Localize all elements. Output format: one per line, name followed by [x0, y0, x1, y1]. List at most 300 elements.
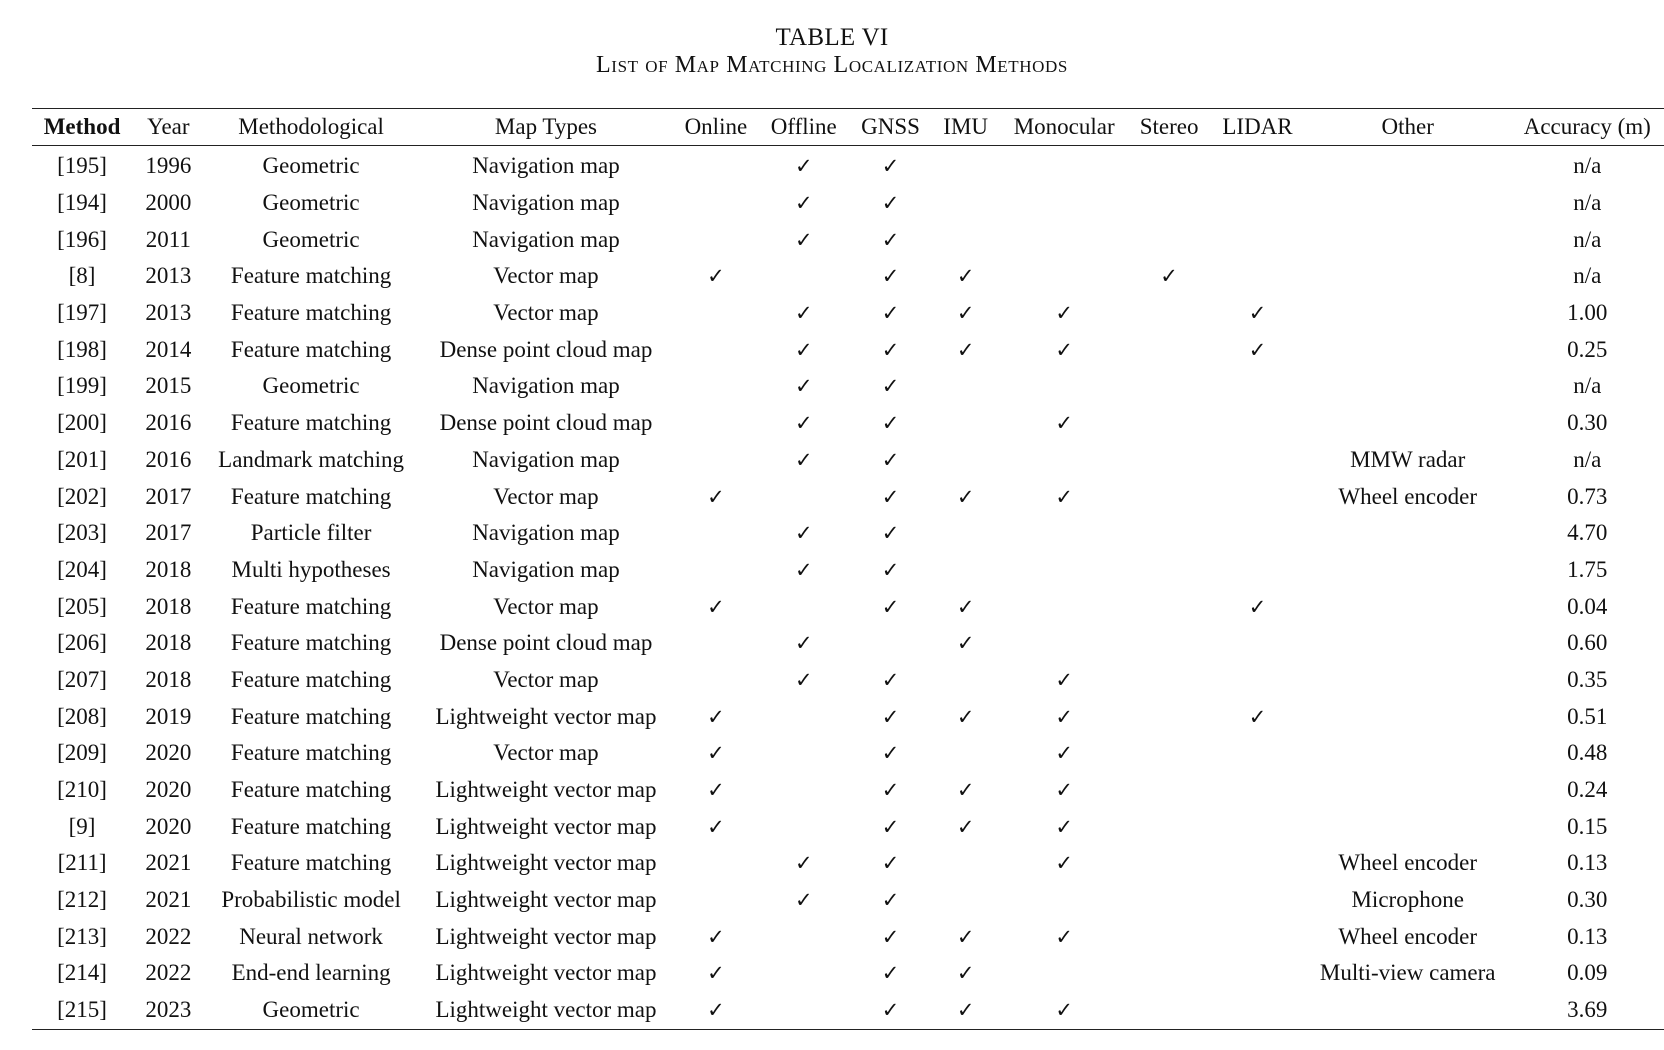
cell-imu: [931, 258, 1000, 295]
column-header-stereo: Stereo: [1128, 109, 1210, 146]
checkmark-icon: ✓: [1248, 704, 1267, 729]
cell-lidar: [1210, 662, 1305, 699]
checkmark-icon: ✓: [956, 631, 975, 656]
cell-map-types: Vector map: [493, 300, 599, 326]
table-row: [32, 808, 1664, 845]
column-header-other: Other: [1305, 109, 1511, 146]
cell-gnss: [850, 221, 931, 258]
cell-method: [9]: [68, 813, 96, 839]
cell-accuracy: 0.15: [1567, 813, 1608, 839]
cell-method: [197]: [57, 300, 107, 326]
cell-other: Wheel encoder: [1338, 483, 1477, 509]
table-row: [32, 258, 1664, 295]
cell-offline: [757, 735, 850, 772]
cell-methodological: Feature matching: [230, 850, 392, 876]
cell-monocular: [1000, 368, 1128, 405]
checkmark-icon: ✓: [956, 337, 975, 362]
cell-other: [1305, 368, 1511, 405]
cell-method: [213]: [57, 923, 107, 949]
cell-other: Microphone: [1351, 887, 1464, 913]
table-row: [32, 405, 1664, 442]
checkmark-icon: ✓: [956, 961, 975, 986]
cell-monocular: [1000, 918, 1128, 955]
cell-other: [1305, 735, 1511, 772]
cell-other: [1305, 405, 1511, 442]
cell-offline: [757, 772, 850, 809]
checkmark-icon: ✓: [794, 154, 813, 179]
cell-methodological: Feature matching: [230, 263, 392, 289]
cell-monocular: [1000, 442, 1128, 479]
cell-year: 2021: [145, 850, 192, 876]
table-row: [32, 882, 1664, 919]
cell-method: [8]: [68, 263, 96, 289]
cell-online: [674, 478, 757, 515]
cell-gnss: [850, 662, 931, 699]
cell-gnss: [850, 735, 931, 772]
cell-stereo: [1128, 295, 1210, 332]
cell-map-types: Lightweight vector map: [435, 887, 657, 913]
cell-year: 2022: [145, 923, 192, 949]
cell-offline: [757, 588, 850, 625]
cell-year: 2017: [145, 520, 192, 546]
cell-stereo: [1128, 185, 1210, 222]
checkmark-icon: ✓: [707, 998, 725, 1023]
cell-imu: [931, 221, 1000, 258]
cell-stereo: [1128, 331, 1210, 368]
cell-monocular: [1000, 478, 1128, 515]
table-row: [32, 221, 1664, 258]
cell-year: 2016: [145, 410, 192, 436]
cell-lidar: [1210, 955, 1305, 992]
table-row: [32, 368, 1664, 405]
checkmark-icon: ✓: [1055, 484, 1073, 509]
checkmark-icon: ✓: [881, 741, 900, 766]
cell-method: [206]: [57, 630, 107, 656]
cell-online: [674, 772, 757, 809]
cell-online: [674, 735, 757, 772]
cell-imu: [931, 588, 1000, 625]
table-row: [32, 478, 1664, 515]
checkmark-icon: ✓: [1248, 594, 1267, 619]
table-row: [32, 331, 1664, 368]
checkmark-icon: ✓: [1055, 814, 1073, 839]
cell-imu: [931, 808, 1000, 845]
table-row: [32, 845, 1664, 882]
cell-lidar: [1210, 808, 1305, 845]
checkmark-icon: ✓: [1055, 301, 1073, 326]
cell-lidar: [1210, 918, 1305, 955]
checkmark-icon: ✓: [1055, 337, 1073, 362]
table-row: [32, 735, 1664, 772]
cell-methodological: Feature matching: [230, 703, 392, 729]
cell-map-types: Navigation map: [472, 446, 620, 472]
cell-accuracy: 0.48: [1567, 740, 1608, 766]
cell-offline: [757, 955, 850, 992]
cell-year: 2018: [145, 593, 192, 619]
cell-imu: [931, 882, 1000, 919]
cell-online: [674, 918, 757, 955]
cell-offline: [757, 845, 850, 882]
cell-stereo: [1128, 992, 1210, 1029]
cell-method: [215]: [32, 992, 132, 1029]
cell-map-types: Dense point cloud map: [439, 630, 653, 656]
cell-monocular: [1000, 331, 1128, 368]
cell-stereo: [1128, 552, 1210, 589]
cell-imu: [931, 735, 1000, 772]
cell-offline: [757, 552, 850, 589]
column-header-method: Method: [32, 109, 132, 146]
cell-other: [1305, 625, 1511, 662]
checkmark-icon: ✓: [956, 301, 975, 326]
cell-imu: [931, 146, 1000, 185]
cell-online: [674, 146, 757, 185]
checkmark-icon: ✓: [956, 924, 975, 949]
cell-accuracy: 0.30: [1567, 887, 1608, 913]
cell-offline: [757, 258, 850, 295]
cell-stereo: [1128, 662, 1210, 699]
table-row: [32, 146, 1664, 185]
checkmark-icon: ✓: [1055, 851, 1073, 876]
cell-method: [210]: [57, 777, 107, 803]
checkmark-icon: ✓: [707, 961, 725, 986]
cell-stereo: [1128, 698, 1210, 735]
cell-online: [674, 625, 757, 662]
checkmark-icon: ✓: [707, 484, 725, 509]
cell-accuracy: 1.00: [1567, 300, 1608, 326]
table-row: [32, 185, 1664, 222]
table-row: [32, 662, 1664, 699]
checkmark-icon: ✓: [1055, 778, 1073, 803]
cell-offline: [757, 662, 850, 699]
cell-imu: [931, 772, 1000, 809]
cell-online: [674, 368, 757, 405]
cell-stereo: [1128, 735, 1210, 772]
cell-stereo: [1128, 882, 1210, 919]
checkmark-icon: ✓: [881, 888, 900, 913]
table-row: [32, 625, 1664, 662]
cell-other: Wheel encoder: [1338, 923, 1477, 949]
cell-method: [199]: [57, 373, 107, 399]
cell-year: 2016: [145, 446, 192, 472]
table-row: [32, 918, 1664, 955]
column-header-map-types: Map Types: [418, 109, 675, 146]
cell-lidar: [1210, 698, 1305, 735]
cell-year: 2017: [145, 483, 192, 509]
cell-year: 2014: [145, 336, 192, 362]
cell-year: 2022: [145, 960, 192, 986]
checkmark-icon: ✓: [881, 484, 900, 509]
cell-other: [1305, 295, 1511, 332]
cell-year: 2019: [145, 703, 192, 729]
cell-imu: [931, 185, 1000, 222]
cell-stereo: [1128, 808, 1210, 845]
cell-monocular: [1000, 808, 1128, 845]
map-matching-methods-table: [32, 108, 1664, 1030]
checkmark-icon: ✓: [956, 484, 975, 509]
cell-methodological: Landmark matching: [218, 446, 405, 472]
table-label: TABLE VI: [775, 24, 889, 51]
cell-gnss: [850, 992, 931, 1029]
cell-online: [674, 588, 757, 625]
cell-monocular: [1000, 221, 1128, 258]
cell-methodological: Feature matching: [230, 410, 392, 436]
cell-other: [1305, 515, 1511, 552]
cell-gnss: [850, 698, 931, 735]
checkmark-icon: ✓: [707, 924, 725, 949]
checkmark-icon: ✓: [794, 631, 813, 656]
cell-map-types: Vector map: [493, 483, 599, 509]
cell-gnss: [850, 625, 931, 662]
cell-imu: [931, 295, 1000, 332]
checkmark-icon: ✓: [794, 337, 813, 362]
cell-year: 2000: [145, 190, 192, 216]
checkmark-icon: ✓: [956, 594, 975, 619]
cell-map-types: Vector map: [493, 740, 599, 766]
cell-offline: [757, 808, 850, 845]
cell-map-types: Navigation map: [472, 373, 620, 399]
cell-imu: [931, 992, 1000, 1029]
cell-method: [196]: [57, 226, 107, 252]
checkmark-icon: ✓: [1055, 704, 1073, 729]
cell-monocular: [1000, 698, 1128, 735]
cell-monocular: [1000, 845, 1128, 882]
checkmark-icon: ✓: [707, 594, 725, 619]
cell-offline: [757, 185, 850, 222]
cell-methodological: Feature matching: [230, 336, 392, 362]
cell-accuracy: 0.24: [1567, 777, 1608, 803]
cell-offline: [757, 918, 850, 955]
cell-offline: [757, 368, 850, 405]
cell-other: [1305, 698, 1511, 735]
cell-offline: [757, 698, 850, 735]
checkmark-icon: ✓: [881, 667, 900, 692]
cell-gnss: [850, 955, 931, 992]
cell-year: 2011: [145, 226, 191, 252]
cell-accuracy: n/a: [1573, 153, 1602, 179]
cell-lidar: [1210, 992, 1305, 1029]
cell-accuracy: 0.13: [1567, 850, 1608, 876]
cell-methodological: Geometric: [205, 992, 418, 1029]
cell-accuracy: n/a: [1573, 446, 1602, 472]
checkmark-icon: ✓: [881, 264, 900, 289]
checkmark-icon: ✓: [881, 557, 900, 582]
cell-map-types: Navigation map: [472, 556, 620, 582]
table-row: [32, 955, 1664, 992]
cell-online: [674, 185, 757, 222]
checkmark-icon: ✓: [881, 337, 900, 362]
checkmark-icon: ✓: [881, 924, 900, 949]
cell-map-types: Lightweight vector map: [435, 960, 657, 986]
checkmark-icon: ✓: [794, 521, 813, 546]
checkmark-icon: ✓: [794, 301, 813, 326]
cell-stereo: [1128, 146, 1210, 185]
cell-methodological: Feature matching: [230, 593, 392, 619]
cell-stereo: [1128, 588, 1210, 625]
cell-monocular: [1000, 405, 1128, 442]
cell-map-types: Lightweight vector map: [435, 813, 657, 839]
cell-accuracy: 4.70: [1567, 520, 1608, 546]
cell-map-types: Dense point cloud map: [439, 410, 653, 436]
cell-lidar: [1210, 221, 1305, 258]
column-header-year: Year: [132, 109, 204, 146]
cell-methodological: Feature matching: [230, 777, 392, 803]
cell-monocular: [1000, 992, 1128, 1029]
cell-stereo: [1128, 221, 1210, 258]
cell-other: [1305, 662, 1511, 699]
cell-other: [1305, 185, 1511, 222]
cell-method: [194]: [57, 190, 107, 216]
cell-imu: [931, 478, 1000, 515]
checkmark-icon: ✓: [1160, 264, 1178, 289]
cell-year: 2020: [145, 813, 192, 839]
cell-online: [674, 992, 757, 1029]
cell-offline: [757, 882, 850, 919]
cell-accuracy: 0.73: [1567, 483, 1608, 509]
cell-stereo: [1128, 918, 1210, 955]
checkmark-icon: ✓: [1055, 924, 1073, 949]
cell-online: [674, 221, 757, 258]
cell-other: [1305, 992, 1511, 1029]
cell-imu: [931, 442, 1000, 479]
cell-monocular: [1000, 588, 1128, 625]
cell-imu: [931, 405, 1000, 442]
checkmark-icon: ✓: [707, 814, 725, 839]
cell-gnss: [850, 552, 931, 589]
checkmark-icon: ✓: [881, 814, 900, 839]
cell-other: [1305, 808, 1511, 845]
cell-stereo: [1128, 405, 1210, 442]
cell-map-types: Lightweight vector map: [435, 777, 657, 803]
cell-stereo: [1128, 955, 1210, 992]
cell-methodological: Feature matching: [230, 300, 392, 326]
cell-methodological: Geometric: [262, 373, 360, 399]
cell-gnss: [850, 331, 931, 368]
cell-gnss: [850, 405, 931, 442]
checkmark-icon: ✓: [881, 778, 900, 803]
checkmark-icon: ✓: [1055, 411, 1073, 436]
cell-methodological: End-end learning: [231, 960, 391, 986]
cell-lidar: [1210, 882, 1305, 919]
cell-method: [204]: [57, 556, 107, 582]
cell-year: 2018: [145, 630, 192, 656]
cell-other: Multi-view camera: [1319, 960, 1496, 986]
table-row: [32, 698, 1664, 735]
column-header-methodological: Methodological: [205, 109, 418, 146]
cell-map-types: Lightweight vector map: [435, 703, 657, 729]
cell-accuracy: 0.09: [1567, 960, 1608, 986]
cell-year: 1996: [145, 153, 192, 179]
cell-other: [1305, 588, 1511, 625]
cell-stereo: [1128, 258, 1210, 295]
cell-method: [195]: [57, 153, 107, 179]
cell-gnss: [850, 258, 931, 295]
cell-other: [1305, 146, 1511, 185]
checkmark-icon: ✓: [881, 191, 900, 216]
checkmark-icon: ✓: [881, 998, 900, 1023]
cell-accuracy: 0.51: [1567, 703, 1608, 729]
cell-imu: [931, 698, 1000, 735]
cell-other: [1305, 258, 1511, 295]
cell-lidar: [1210, 772, 1305, 809]
header-row: [32, 109, 1664, 146]
checkmark-icon: ✓: [707, 778, 725, 803]
column-header-offline: Offline: [757, 109, 850, 146]
cell-online: [674, 295, 757, 332]
checkmark-icon: ✓: [794, 227, 813, 252]
table-row: [32, 552, 1664, 589]
cell-accuracy: 0.30: [1567, 410, 1608, 436]
cell-other: Wheel encoder: [1338, 850, 1477, 876]
checkmark-icon: ✓: [881, 447, 900, 472]
cell-other: [1305, 331, 1511, 368]
table-row: [32, 515, 1664, 552]
cell-online: [674, 955, 757, 992]
cell-monocular: [1000, 295, 1128, 332]
checkmark-icon: ✓: [794, 191, 813, 216]
cell-methodological: Geometric: [262, 190, 360, 216]
cell-monocular: [1000, 146, 1128, 185]
cell-offline: [757, 515, 850, 552]
cell-monocular: [1000, 515, 1128, 552]
cell-lidar: [1210, 295, 1305, 332]
column-header-gnss: GNSS: [850, 109, 931, 146]
cell-monocular: [1000, 735, 1128, 772]
cell-accuracy: 0.04: [1567, 593, 1608, 619]
cell-other: [1305, 552, 1511, 589]
cell-methodological: Feature matching: [230, 666, 392, 692]
cell-method: [209]: [57, 740, 107, 766]
checkmark-icon: ✓: [1055, 667, 1073, 692]
checkmark-icon: ✓: [794, 888, 813, 913]
cell-offline: [757, 295, 850, 332]
cell-online: [674, 698, 757, 735]
cell-imu: [931, 625, 1000, 662]
cell-year: 2015: [145, 373, 192, 399]
cell-lidar: [1210, 368, 1305, 405]
cell-imu: [931, 368, 1000, 405]
cell-offline: [757, 331, 850, 368]
checkmark-icon: ✓: [794, 411, 813, 436]
cell-imu: [931, 515, 1000, 552]
cell-lidar: [1210, 405, 1305, 442]
cell-other: [1305, 772, 1511, 809]
cell-methodological: Feature matching: [230, 813, 392, 839]
cell-lidar: [1210, 478, 1305, 515]
cell-offline: [757, 992, 850, 1029]
checkmark-icon: ✓: [956, 814, 975, 839]
checkmark-icon: ✓: [707, 264, 725, 289]
cell-lidar: [1210, 258, 1305, 295]
cell-map-types: Vector map: [493, 666, 599, 692]
cell-other: [1305, 221, 1511, 258]
cell-methodological: Geometric: [262, 153, 360, 179]
cell-year: 2013: [145, 300, 192, 326]
checkmark-icon: ✓: [881, 594, 900, 619]
cell-offline: [757, 405, 850, 442]
cell-offline: [757, 625, 850, 662]
cell-imu: [931, 955, 1000, 992]
cell-accuracy: n/a: [1573, 226, 1602, 252]
cell-imu: [931, 918, 1000, 955]
cell-online: [674, 405, 757, 442]
cell-stereo: [1128, 368, 1210, 405]
checkmark-icon: ✓: [881, 704, 900, 729]
cell-year: 2021: [145, 887, 192, 913]
table-body: [32, 146, 1664, 1030]
cell-methodological: Geometric: [262, 226, 360, 252]
cell-imu: [931, 845, 1000, 882]
cell-lidar: [1210, 331, 1305, 368]
